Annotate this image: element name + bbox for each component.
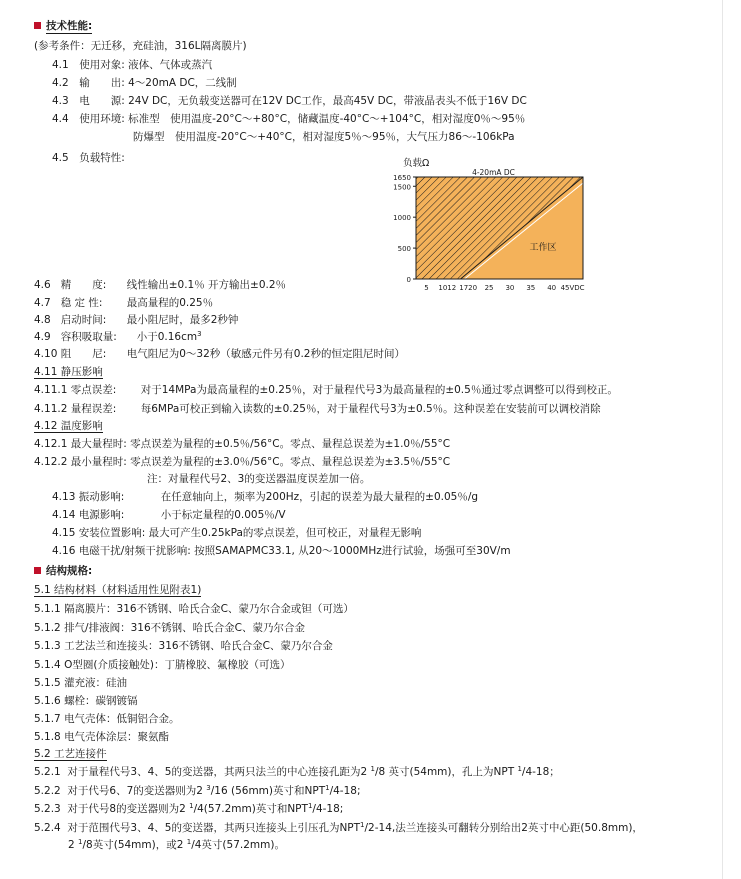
y-axis-label: 负载Ω <box>403 158 430 169</box>
x-tick-label: 1012 <box>438 284 457 292</box>
spec-row: 4.7 稳 定 性: 最高量程的0.25％ <box>34 297 214 309</box>
working-region-label: 工作区 <box>529 243 557 254</box>
section-title: 结构规格: <box>46 565 93 577</box>
y-tick-label: 500 <box>397 245 411 254</box>
section-header-struct <box>34 565 92 578</box>
spec-row: 4.15 安装位置影响: 最大可产生0.25kPa的零点误差，但可校正，对量程无影响 <box>52 527 422 539</box>
x-tick-label: 40 <box>547 284 557 292</box>
x-tick-label: 30 <box>505 284 515 292</box>
spec-row: 4.11.1 零点误差: 对于14MPa为最高量程的±0.25％，对于量程代号3为最高量程的±0.5％通过零点调整可以得到校正。 <box>34 384 618 396</box>
spec-row: 5.1.2 排气/排液阀：316不锈钢、哈氏合金C、蒙乃尔合金 <box>34 622 305 634</box>
spec-row: 5.2.3 对于代号8的变送器则为2 $^1$/4(57.2mm)英寸和NPT$^1$/4-18; <box>34 802 344 815</box>
x-tick-label: 35 <box>526 284 536 292</box>
top-curve-label: 4-20mA DC <box>472 168 515 177</box>
y-tick-label: 1000 <box>393 214 411 223</box>
spec-row: 4.3 电 源: 24V DC，无负载变送器可在12V DC工作，最高45V DC，带液晶表头不低于16V DC <box>52 95 527 107</box>
subsection-title: 5.1 结构材料（材料适用性见附表1) <box>34 584 202 596</box>
y-tick-label: 1500 <box>393 183 411 192</box>
red-square-icon <box>34 567 41 574</box>
spec-row: 5.1.5 灌充液：硅油 <box>34 677 128 689</box>
subsection-title: 4.11 静压影响 <box>34 366 103 378</box>
x-tick-label: 1720 <box>459 284 478 292</box>
spec-row: 5.1.7 电气壳体：低铜铝合金。 <box>34 713 180 725</box>
spec-row: 4.16 电磁干扰/射频干扰影响: 按照SAMAPMC33.1, 从20～1000MHz进行试验，场强可至30V/m <box>52 545 511 557</box>
reference-conditions: (参考条件：无迁移，充硅油，316L隔离膜片) <box>34 40 247 52</box>
section-header-tech <box>34 20 92 33</box>
spec-row: 4.8 启动时间: 最小阻尼时，最多2秒钟 <box>34 314 239 326</box>
red-square-icon <box>34 22 41 29</box>
spec-row: 4.14 电源影响: 小于标定量程的0.005％/V <box>52 509 286 521</box>
spec-row: 4.10 阻 尼: 电气阻尼为0～32秒（敏感元件另有0.2秒的恒定阻尼时间） <box>34 348 405 360</box>
x-tick-label: 25 <box>484 284 494 292</box>
x-tick-label: 5 <box>424 284 429 292</box>
x-tick-label: 45VDC <box>560 284 585 292</box>
spec-row: 4.12.2 最小量程时: 零点误差为量程的±3.0％/56°C。零点、量程总误差为±3.5％/55°C <box>34 456 451 468</box>
spec-row: 4.5 负载特性: <box>52 152 125 164</box>
spec-row: 4.6 精 度: 线性输出±0.1％ 开方输出±0.2％ <box>34 279 287 291</box>
spec-row: 5.1.3 工艺法兰和连接头：316不锈钢、哈氏合金C、蒙乃尔合金 <box>34 640 333 652</box>
spec-row: 4.11.2 量程误差: 每6MPa可校正到输入读数的±0.25％，对于量程代号3为±0.5％。这种误差在安装前可以调校消除 <box>34 403 601 415</box>
spec-row: 5.1.1 隔离膜片：316不锈钢、哈氏合金C、蒙乃尔合金或钽（可选） <box>34 603 354 615</box>
spec-row: 4.12.1 最大量程时: 零点误差为量程的±0.5％/56°C。零点、量程总误差为±1.0％/55°C <box>34 438 451 450</box>
spec-row: 5.2.2 对于代号6、7的变送器则为2 $^3$/16 (56mm)英寸和NPT$^1$/4-18; <box>34 784 361 797</box>
spec-row: 4.13 振动影响: 在任意轴向上，频率为200Hz，引起的误差为最大量程的±0.05％/g <box>52 491 479 503</box>
spec-row: 5.2.1 对于量程代号3、4、5的变送器，其两只法兰的中心连接孔距为2 $^1$/8 英寸(54mm)，孔上为NPT $^1$/4-18； <box>34 765 560 778</box>
spec-row: 4.1 使用对象: 液体、气体或蒸汽 <box>52 59 213 71</box>
spec-row: 5.1.4 O型圈(介质接触处)：丁腈橡胶、氟橡胶（可选） <box>34 659 291 671</box>
subsection-title: 5.2 工艺连接件 <box>34 748 107 760</box>
y-tick-label: 1650 <box>393 174 411 182</box>
subsection-title: 4.12 温度影响 <box>34 420 103 432</box>
y-tick-label: 0 <box>406 276 411 284</box>
spec-row: 5.1.6 螺栓：碳钢镀镉 <box>34 695 138 707</box>
spec-row: 4.2 输 出: 4～20mA DC，二线制 <box>52 77 237 89</box>
spec-row-continued: 防爆型 使用温度-20°C～+40°C，相对湿度5％～95％，大气压力86～-106kPa <box>133 131 515 143</box>
spec-row: 5.2.4 对于范围代号3、4、5的变送器，其两只连接头上引压孔为NPT$^1$/2-14,法兰连接头可翻转分别给出2英寸中心距(50.8mm)， <box>34 821 643 834</box>
spec-row: 4.9 容积吸取量: 小于$0.16cm^3$ <box>34 330 202 343</box>
spec-row: 5.1.8 电气壳体涂层：聚氨酯 <box>34 731 170 743</box>
spec-row: 4.4 使用环境: 标准型 使用温度-20°C～+80°C，储藏温度-40°C～+104°C，相对湿度0％～95％ <box>52 113 526 125</box>
spec-row-continued: 2 $^1$/8英寸(54mm)，或2 $^1$/4英寸(57.2mm)。 <box>68 838 285 851</box>
load-characteristic-chart <box>383 155 608 297</box>
section-title: 技术性能: <box>46 20 93 32</box>
note: 注：对量程代号2、3的变送器温度误差加一倍。 <box>147 473 371 485</box>
page-edge-line <box>722 0 723 879</box>
